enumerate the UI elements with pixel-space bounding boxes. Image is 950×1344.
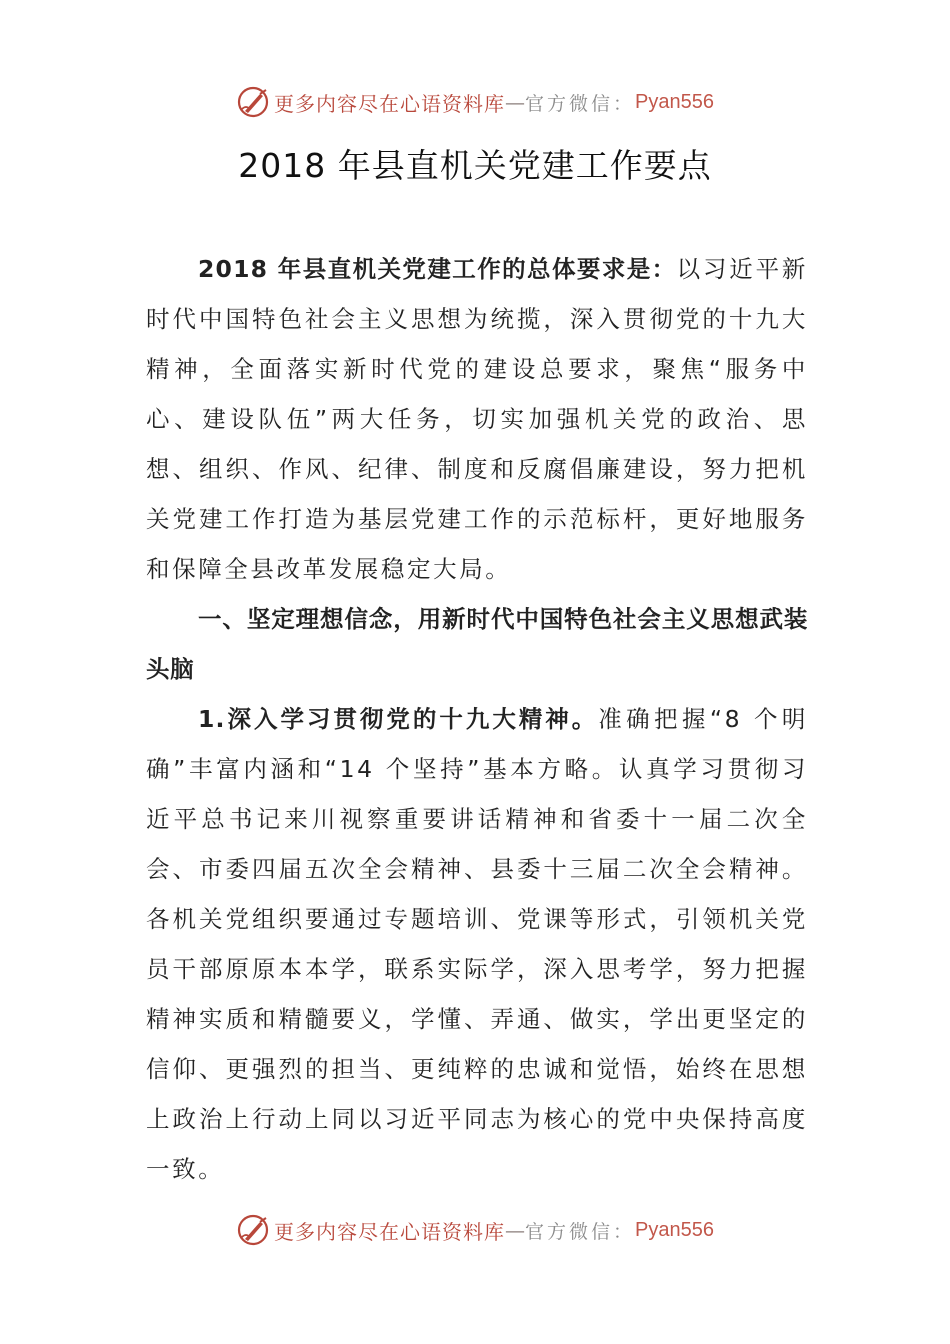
- document-body: [146, 244, 808, 1194]
- watermark-label: 官方微信：: [525, 1220, 636, 1243]
- watermark-separator: —: [505, 90, 525, 114]
- watermark-separator: —: [505, 1218, 525, 1242]
- quill-pen-icon: [236, 1213, 270, 1247]
- item-paragraph-1: [146, 694, 808, 1194]
- item-text-1: 准确把握“8 个明确”丰富内涵和“14 个坚持”基本方略。认真学习贯彻习近平总书记来川视察重要讲话精神和省委十一届二次全会、市委四届五次全会精神、县委十三届二次全会精神。各机关党组织要通过专题培训、党课等形式，引领机关党员干部原原本本学，联系实际学，深入思考学，努力把握精神实质和精髓要义，学懂、弄通、做实，学出更坚定的信仰、更强烈的担当、更纯粹的忠诚和觉悟，始终在思想上政治上行动上同以习近平同志为核心的党中央保持高度一致。: [146, 705, 808, 1183]
- watermark-brand: 更多内容尽在心语资料库: [274, 91, 505, 116]
- item-lead-1: 1.深入学习贯彻党的十九大精神。: [198, 705, 599, 733]
- watermark-handle: Pyan556: [635, 1218, 714, 1241]
- watermark-label: 官方微信：: [525, 92, 636, 115]
- section-heading-1: 一、坚定理想信念，用新时代中国特色社会主义思想武装头脑: [146, 605, 808, 683]
- watermark-handle: Pyan556: [635, 90, 714, 113]
- intro-lead: 2018 年县直机关党建工作的总体要求是：: [198, 255, 677, 283]
- watermark-header: [0, 82, 950, 122]
- watermark-footer: [0, 1210, 950, 1250]
- watermark-brand: 更多内容尽在心语资料库: [274, 1219, 505, 1244]
- intro-paragraph: [146, 244, 808, 594]
- intro-text: 以习近平新时代中国特色社会主义思想为统揽，深入贯彻党的十九大精神，全面落实新时代党的建设总要求，聚焦“服务中心、建设队伍”两大任务，切实加强机关党的政治、思想、组织、作风、纪律、制度和反腐倡廉建设，努力把机关党建工作打造为基层党建工作的示范标杆，更好地服务和保障全县改革发展稳定大局。: [146, 255, 808, 583]
- document-title: 2018 年县直机关党建工作要点: [238, 146, 712, 185]
- quill-pen-icon: [236, 85, 270, 119]
